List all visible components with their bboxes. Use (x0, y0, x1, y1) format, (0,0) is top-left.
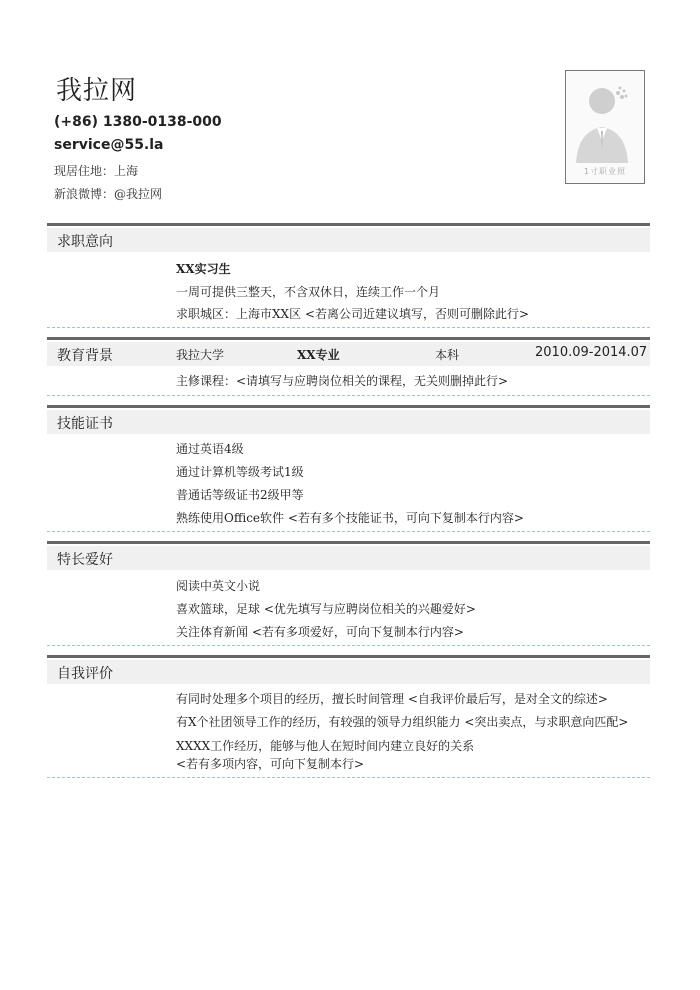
intention-line: 一周可提供三整天，不含双休日，连续工作一个月 (176, 285, 441, 299)
intention-line: 求职城区：上海市XX区 <若离公司近建议填写，否则可删除此行> (176, 307, 530, 321)
skill-line: 通过计算机等级考试1级 (176, 465, 304, 479)
weibo: 新浪微博：@我拉网 (54, 187, 163, 201)
section-title: 特长爱好 (57, 552, 113, 568)
photo-placeholder (565, 70, 645, 184)
self-eval-line: 有同时处理多个项目的经历，擅长时间管理 <自我评价最后写，是对全文的综述> (176, 692, 608, 706)
section-divider (47, 327, 650, 328)
section-bar (47, 337, 650, 340)
section-title: 求职意向 (57, 234, 113, 250)
section-divider (47, 645, 650, 646)
section-header-education (47, 342, 650, 366)
section-bar (47, 405, 650, 408)
hobby-line: 喜欢篮球，足球 <优先填写与应聘岗位相关的兴趣爱好> (176, 602, 476, 616)
section-header-hobbies (47, 546, 650, 570)
phone-number: (+86) 1380-0138-000 (54, 114, 222, 130)
education-dates: 2010.09-2014.07 (535, 345, 648, 360)
section-bar (47, 655, 650, 658)
email-address: service@55.la (54, 137, 164, 153)
candidate-name: 我拉网 (56, 76, 138, 106)
school-name: 我拉大学 (176, 348, 225, 362)
hobby-line: 关注体育新闻 <若有多项爱好，可向下复制本行内容> (176, 625, 464, 639)
section-header-self-eval (47, 660, 650, 684)
major: XX专业 (297, 348, 340, 362)
section-bar (47, 541, 650, 544)
self-eval-line: XXXX工作经历，能够与他人在短时间内建立良好的关系 (176, 739, 475, 753)
degree: 本科 (435, 348, 460, 362)
section-divider (47, 777, 650, 778)
section-title: 教育背景 (57, 348, 113, 364)
section-title: 自我评价 (57, 666, 113, 682)
courses: 主修课程：<请填写与应聘岗位相关的课程，无关则删掉此行> (176, 374, 509, 388)
section-title: 技能证书 (57, 416, 113, 432)
hobby-line: 阅读中英文小说 (176, 579, 261, 593)
skill-line: 通过英语4级 (176, 442, 244, 456)
residence: 现居住地：上海 (54, 164, 139, 178)
section-header-intention (47, 228, 650, 252)
section-bar (47, 223, 650, 226)
skill-line: 普通话等级证书2级甲等 (176, 488, 304, 502)
intention-line: XX实习生 (176, 262, 231, 276)
photo-label: 1寸职业照 (583, 167, 627, 176)
section-divider (47, 531, 650, 532)
section-divider (47, 395, 650, 396)
self-eval-line: 有X个社团领导工作的经历，有较强的领导力组织能力 <突出卖点，与求职意向匹配> (176, 715, 629, 729)
skill-line: 熟练使用Office软件 <若有多个技能证书，可向下复制本行内容> (176, 511, 524, 525)
section-header-skills (47, 410, 650, 434)
self-eval-line: <若有多项内容，可向下复制本行> (176, 757, 365, 771)
